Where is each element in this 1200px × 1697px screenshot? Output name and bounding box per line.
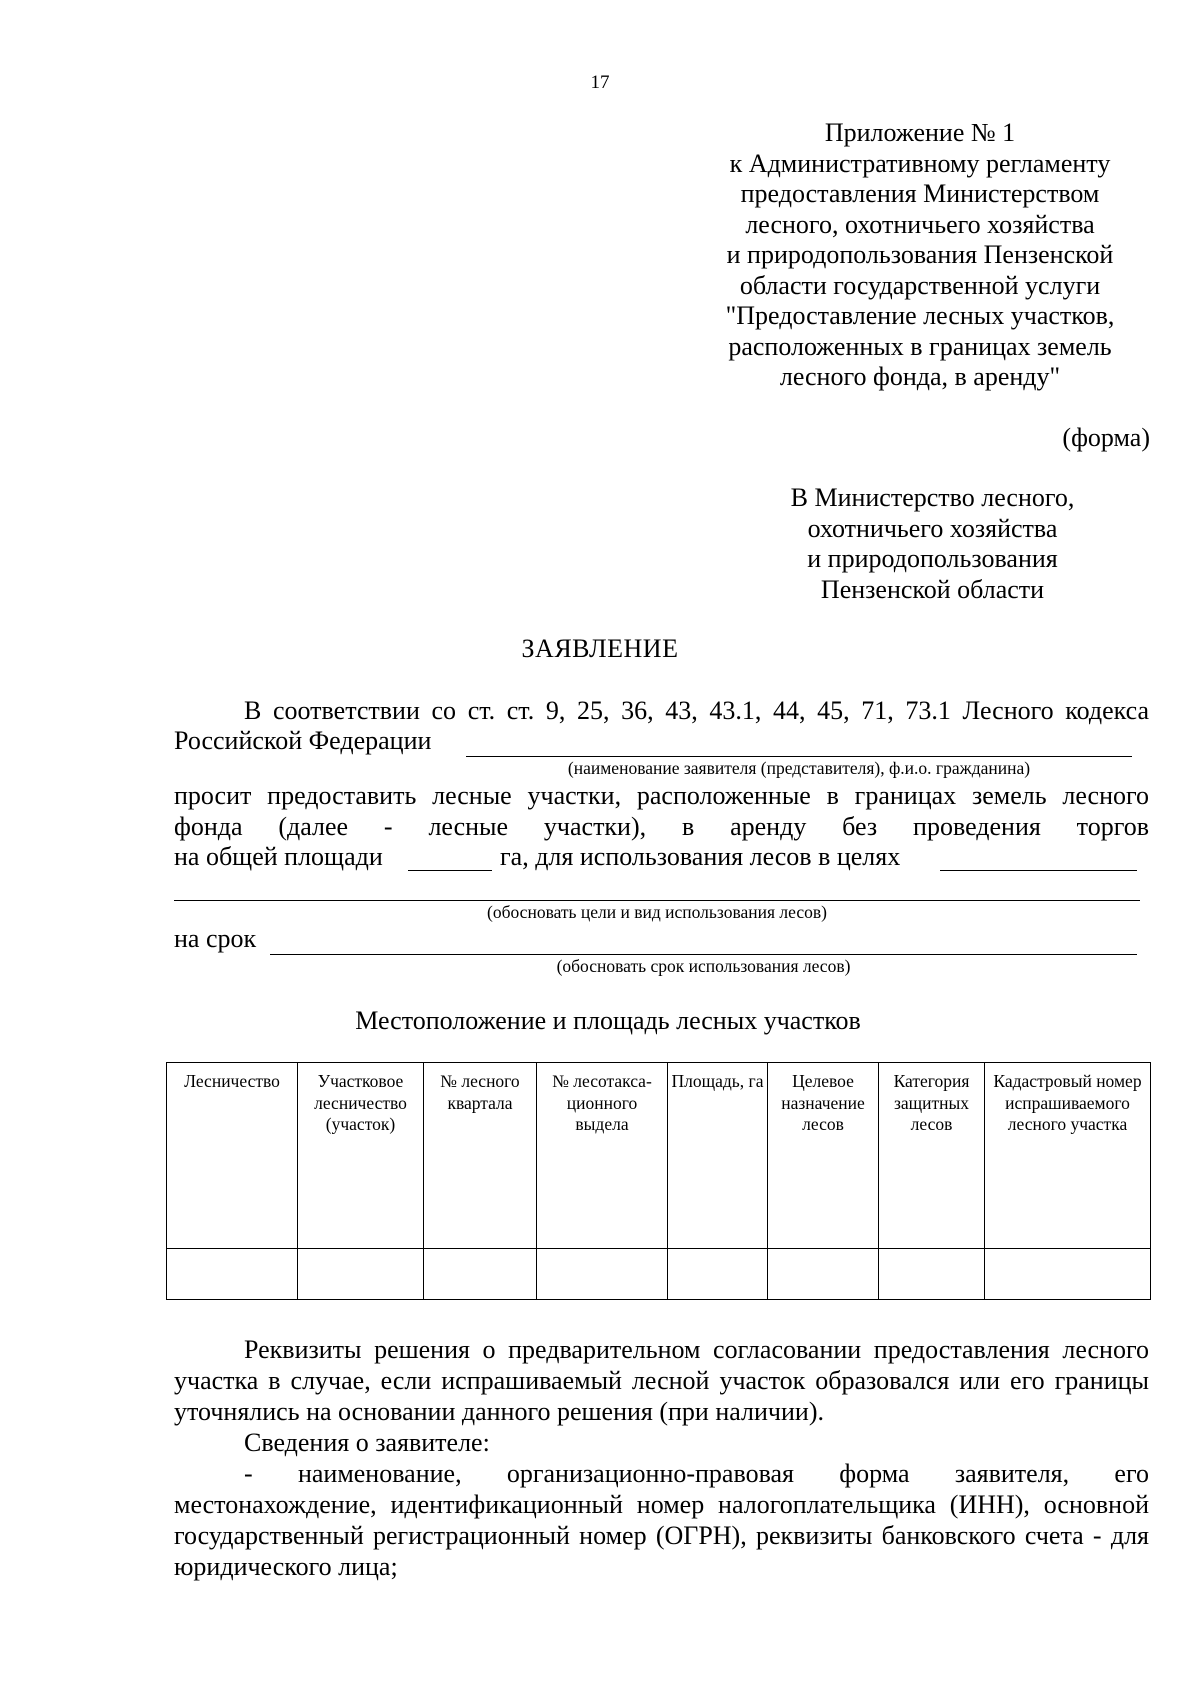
plots-table (166, 1062, 1151, 1300)
form-mark: (форма) (1062, 423, 1150, 452)
section-heading: Местоположение и площадь лесных участков (355, 1006, 861, 1035)
purpose-field[interactable] (174, 872, 1140, 901)
table-header-cell: Лесничество (167, 1063, 298, 1249)
appendix-line: расположенных в границах земель (728, 331, 1112, 361)
area-middle-text: га, для использования лесов в целях (500, 842, 901, 871)
addressee-block (705, 483, 1160, 605)
statement-line-1: В соответствии со ст. ст. 9, 25, 36, 43, 43.1, 44, 45, 71, 73.1 Лесного кодекса (244, 696, 1149, 725)
table-cell[interactable] (668, 1249, 768, 1300)
table-header-cell: Категория защитных лесов (879, 1063, 985, 1249)
table-header-cell: Кадастровый номер испрашиваемого лесного участка (985, 1063, 1151, 1249)
applicant-name-hint: (наименование заявителя (представителя), ф.и.о. гражданина) (567, 758, 1031, 778)
statement-body: просит предоставить лесные участки, расположенные в границах земель лесного фонда (далее - лесные участки), в аренду без проведения торгов (174, 781, 1149, 841)
area-field[interactable] (408, 842, 492, 871)
appendix-header (690, 118, 1150, 393)
applicant-info-section (174, 1334, 1149, 1582)
table-header-cell: Целевое назначение лесов (768, 1063, 879, 1249)
term-field[interactable] (270, 926, 1137, 955)
table-header-cell: № лесного квартала (424, 1063, 537, 1249)
table-cell[interactable] (768, 1249, 879, 1300)
table-header-cell: Участковое лесничество (участок) (298, 1063, 424, 1249)
table-header-row (167, 1063, 1151, 1249)
purpose-hint: (обосновать цели и вид использования лесов) (487, 902, 827, 922)
term-hint: (обосновать срок использования лесов) (556, 956, 851, 976)
legal-entity-paragraph: - наименование, организационно-правовая форма заявителя, его местонахождение, идентификационный номер налогоплательщика (ИНН), основной государственный регистрационный номер (ОГРН), реквизиты банковского счета - для юридического лица; (174, 1459, 1149, 1581)
addressee-line: и природопользования (807, 544, 1058, 573)
area-prefix: на общей площади (174, 842, 383, 871)
appendix-line: области государственной услуги (739, 270, 1101, 300)
table-cell[interactable] (298, 1249, 424, 1300)
appendix-line: лесного фонда, в аренду" (779, 362, 1061, 391)
table-cell[interactable] (879, 1249, 985, 1300)
addressee-line: охотничьего хозяйства (807, 513, 1058, 543)
purpose-field-start[interactable] (940, 842, 1137, 871)
appendix-line: Приложение № 1 (824, 118, 1016, 147)
table-header-cell: Площадь, га (668, 1063, 768, 1249)
table-cell[interactable] (167, 1249, 298, 1300)
addressee-line: В Министерство лесного, (790, 483, 1075, 512)
table-cell[interactable] (537, 1249, 668, 1300)
appendix-line: и природопользования Пензенской (726, 240, 1114, 269)
table-cell[interactable] (424, 1249, 537, 1300)
term-prefix: на срок (174, 924, 257, 953)
appendix-line: к Административному регламенту (729, 148, 1111, 178)
table-header-cell: № лесотакса-ционного выдела (537, 1063, 668, 1249)
appendix-line: лесного, охотничьего хозяйства (745, 209, 1095, 239)
appendix-line: предоставления Министерством (740, 179, 1100, 208)
table-cell[interactable] (985, 1249, 1151, 1300)
addressee-line: Пензенской области (820, 574, 1045, 604)
appendix-line: "Предоставление лесных участков, (725, 301, 1115, 330)
applicant-info-heading: Сведения о заявителе: (244, 1428, 490, 1457)
requisites-paragraph: Реквизиты решения о предварительном согласовании предоставления лесного участка в случае, если испрашиваемый лесной участок образовался или его границы уточнялись на основании данного решения (при наличии). (174, 1335, 1149, 1426)
page-number: 17 (590, 72, 610, 93)
table-row (167, 1249, 1151, 1300)
statement-line-2-prefix: Российской Федерации (174, 726, 432, 755)
applicant-name-field[interactable] (466, 728, 1132, 757)
document-title: ЗАЯВЛЕНИЕ (521, 634, 679, 663)
